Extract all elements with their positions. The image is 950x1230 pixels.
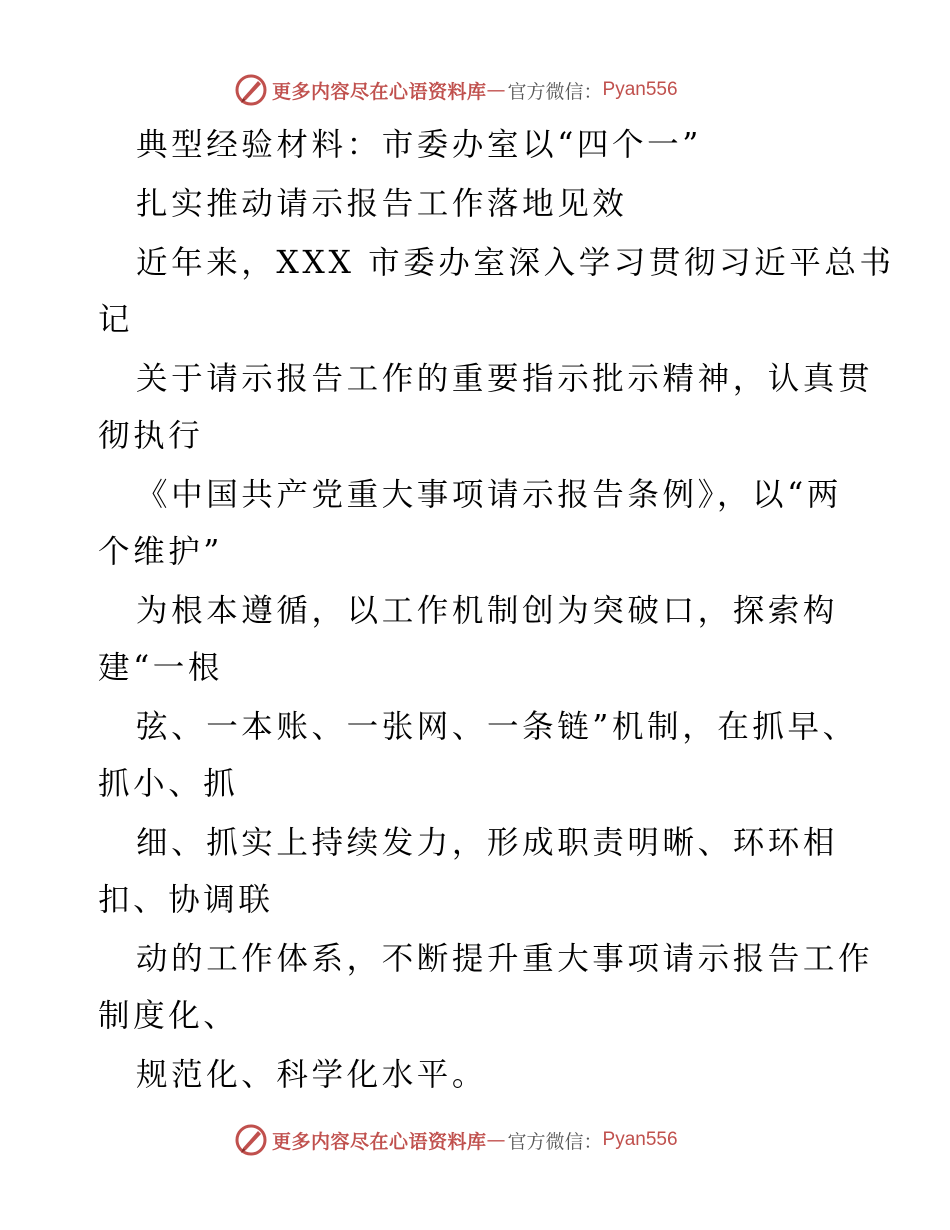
paragraph-line: 关于请示报告工作的重要指示批示精神，认真贯 — [136, 361, 874, 397]
paragraph-line: 《中国共产党重大事项请示报告条例》，以“两 — [136, 477, 842, 513]
paragraph-line: 规范化、科学化水平。 — [136, 1057, 488, 1093]
title-line-2: 扎实推动请示报告工作落地见效 — [136, 186, 628, 222]
paragraph-line: 记 — [98, 302, 134, 338]
banner-wechat-id: Pyan556 — [602, 79, 678, 100]
banner-separator: — — [486, 79, 506, 101]
banner-wechat-label: 官方微信： — [507, 1130, 603, 1153]
paragraph-line: 建“一根 — [98, 650, 224, 686]
paragraph-line: 制度化、 — [98, 998, 239, 1034]
banner-separator: — — [486, 1129, 506, 1151]
paragraph-line: 动的工作体系，不断提升重大事项请示报告工作 — [136, 941, 874, 977]
paragraph-line: 近年来，XXX 市委办室深入学习贯彻习近平总书 — [136, 245, 895, 281]
paragraph-line: 扣、协调联 — [98, 882, 274, 918]
paragraph-line: 个维护” — [98, 534, 224, 570]
paragraph-line: 彻执行 — [98, 418, 204, 454]
title-line-1: 典型经验材料：市委办室以“四个一” — [136, 127, 702, 163]
paragraph-line: 为根本遵循，以工作机制创为突破口，探索构 — [136, 593, 839, 629]
banner-brand: 更多内容尽在心语资料库 — [272, 80, 487, 103]
paragraph-line: 细、抓实上持续发力，形成职责明晰、环环相 — [136, 825, 839, 861]
banner-wechat-id: Pyan556 — [602, 1129, 678, 1150]
banner-wechat-label: 官方微信： — [507, 80, 603, 103]
quill-logo-icon — [234, 73, 268, 107]
paragraph-line: 弦、一本账、一张网、一条链”机制，在抓早、 — [136, 709, 858, 745]
header-banner — [234, 72, 678, 108]
quill-logo-icon — [234, 1123, 268, 1157]
footer-banner — [234, 1122, 678, 1158]
paragraph-line: 抓小、抓 — [98, 766, 239, 802]
banner-brand: 更多内容尽在心语资料库 — [272, 1130, 487, 1153]
